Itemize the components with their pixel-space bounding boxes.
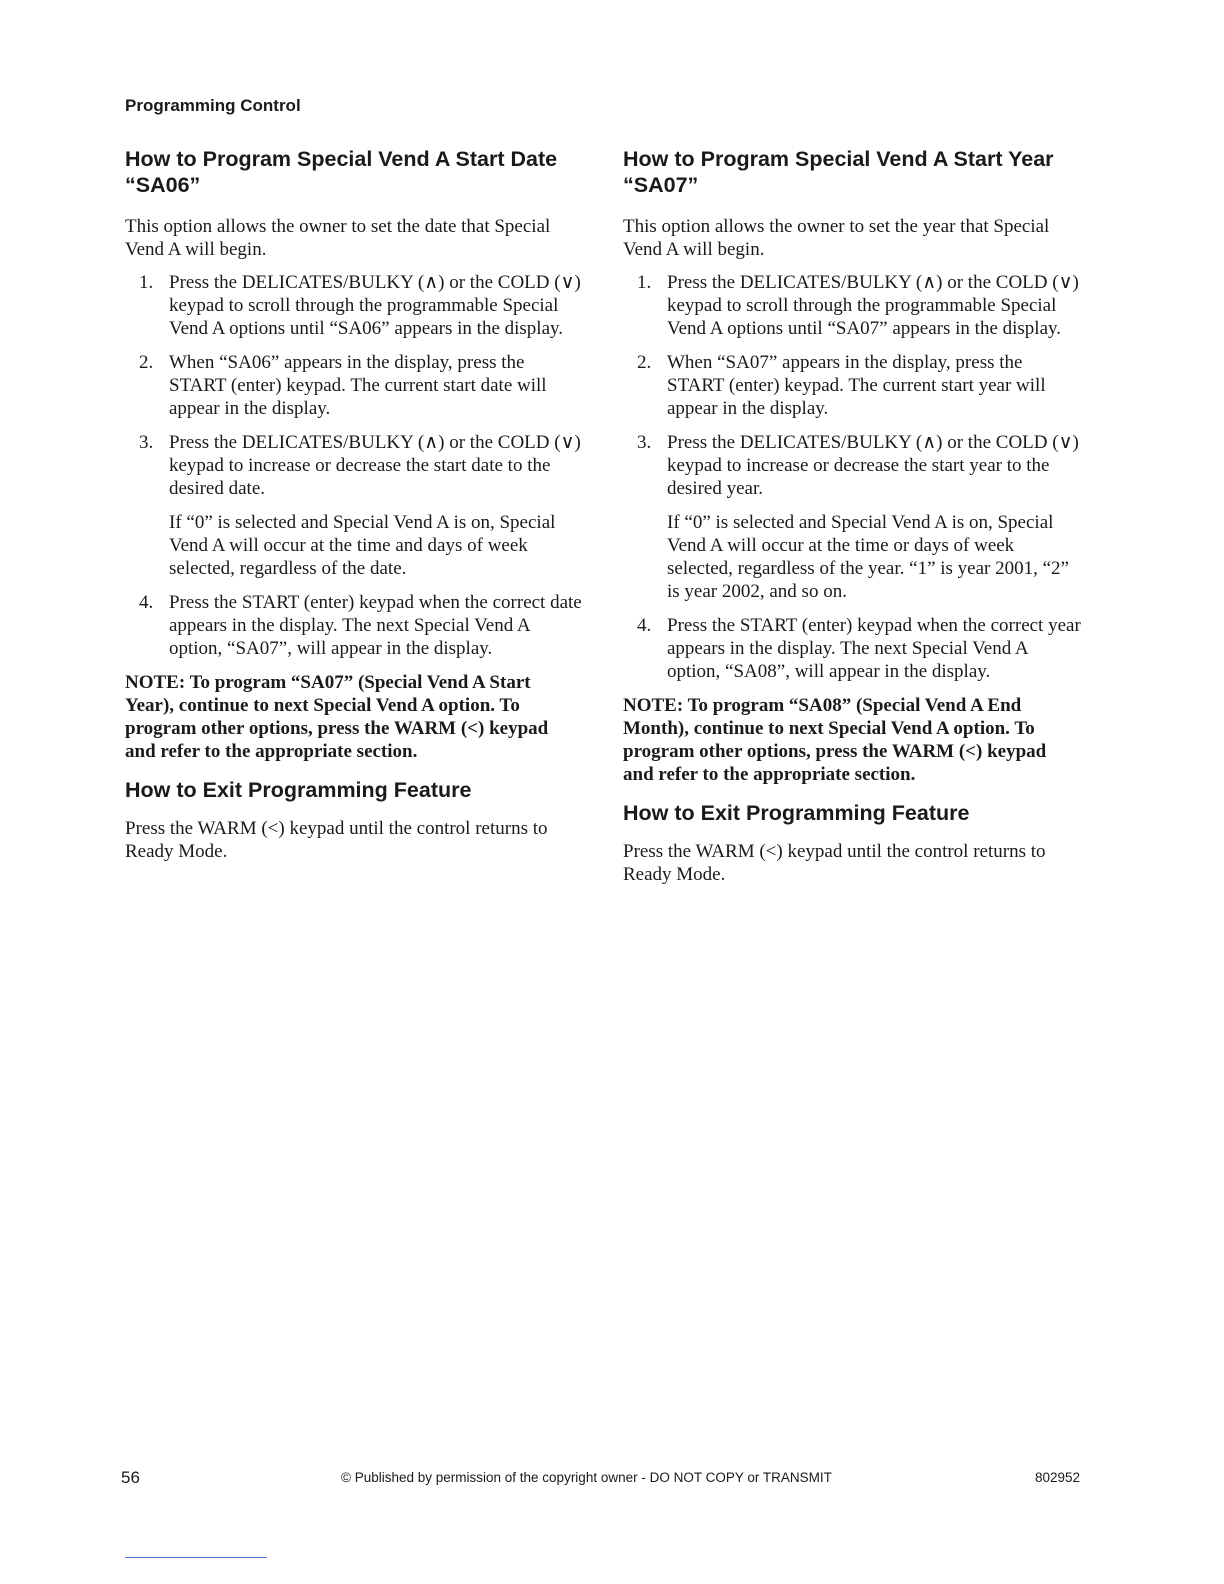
step-text: Press the DELICATES/BULKY (∧) or the COLD (∨) keypad to increase or decrease the start date to the desired date.	[169, 432, 581, 499]
step-number: 2.	[139, 352, 154, 373]
step-text: Press the START (enter) keypad when the correct date appears in the display. The next Special Vend A option, “SA07”, will appear in the display.	[169, 592, 582, 659]
step-text: When “SA06” appears in the display, press the START (enter) keypad. The current start date will appear in the display.	[169, 352, 547, 419]
step-text: When “SA07” appears in the display, press the START (enter) keypad. The current start year will appear in the display.	[667, 352, 1046, 419]
step-item	[623, 271, 1081, 340]
intro-text: This option allows the owner to set the year that Special Vend A will begin.	[623, 216, 1050, 260]
exit-title: How to Exit Programming Feature	[125, 778, 472, 802]
step-number: 4.	[637, 615, 652, 636]
step-subtext: If “0” is selected and Special Vend A is on, Special Vend A will occur at the time and days of week selected, regardless of the date.	[169, 512, 556, 579]
step-item	[125, 271, 583, 340]
note-text: NOTE: To program “SA08” (Special Vend A End Month), continue to next Special Vend A option. To program other options, press the WARM (<) keypad and refer to the appropriate section.	[623, 695, 1047, 785]
exit-text: Press the WARM (<) keypad until the control returns to Ready Mode.	[125, 818, 548, 862]
section-title-sa06: How to Program Special Vend A Start Date “SA06”	[125, 147, 558, 197]
section-title-sa07: How to Program Special Vend A Start Year “SA07”	[623, 147, 1054, 197]
step-number: 3.	[637, 432, 652, 453]
bottom-rule	[125, 1557, 267, 1558]
step-item	[125, 431, 583, 580]
step-subtext: If “0” is selected and Special Vend A is on, Special Vend A will occur at the time or days of week selected, regardless of the year. “1” is year 2001, “2” is year 2002, and so on.	[667, 512, 1069, 602]
step-text: Press the START (enter) keypad when the correct year appears in the display. The next Special Vend A option, “SA08”, will appear in the display.	[667, 615, 1081, 682]
step-item	[125, 591, 583, 660]
step-number: 1.	[637, 272, 652, 293]
step-text: Press the DELICATES/BULKY (∧) or the COLD (∨) keypad to scroll through the programmable Special Vend A options until “SA07” appears in the display.	[667, 272, 1079, 339]
step-text: Press the DELICATES/BULKY (∧) or the COLD (∨) keypad to increase or decrease the start year to the desired year.	[667, 432, 1079, 499]
exit-text: Press the WARM (<) keypad until the control returns to Ready Mode.	[623, 841, 1046, 885]
step-number: 2.	[637, 352, 652, 373]
step-item	[125, 351, 583, 420]
step-item	[623, 614, 1081, 683]
step-number: 1.	[139, 272, 154, 293]
step-item	[623, 431, 1081, 603]
steps-list	[623, 271, 1081, 683]
step-number: 4.	[139, 592, 154, 613]
running-header: Programming Control	[125, 96, 301, 115]
page-footer	[0, 1468, 1224, 1492]
step-item	[623, 351, 1081, 420]
step-number: 3.	[139, 432, 154, 453]
left-column	[125, 146, 583, 873]
copyright-notice: © Published by permission of the copyright owner - DO NOT COPY or TRANSMIT	[341, 1470, 832, 1485]
exit-title: How to Exit Programming Feature	[623, 801, 970, 825]
note-text: NOTE: To program “SA07” (Special Vend A Start Year), continue to next Special Vend A option. To program other options, press the WARM (<) keypad and refer to the appropriate section.	[125, 672, 549, 762]
document-number: 802952	[1035, 1470, 1081, 1485]
page-number: 56	[121, 1468, 140, 1487]
intro-text: This option allows the owner to set the date that Special Vend A will begin.	[125, 216, 551, 260]
right-column	[623, 146, 1081, 896]
step-text: Press the DELICATES/BULKY (∧) or the COLD (∨) keypad to scroll through the programmable Special Vend A options until “SA06” appears in the display.	[169, 272, 581, 339]
steps-list	[125, 271, 583, 660]
